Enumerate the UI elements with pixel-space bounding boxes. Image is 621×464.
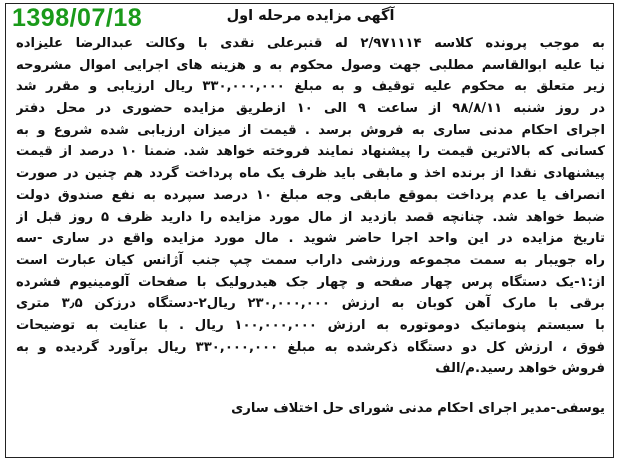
body-line: فوق ، ارزش کل دو دستگاه ذکرشده به مبلغ ۳۳۰,۰۰۰,۰۰۰ ریال برآورد گردیده و به [16,339,605,355]
body-line: با سیستم پنوماتیک دوموتوره به ارزش ۱۰۰,۰۰۰,۰۰۰ ریال . با عنایت به توضیحات [16,317,605,333]
body-line: پیشنهادی نقدا از برنده اخذ و مابقی باید ظرف یک ماه پرداخت گردد هم چنین در صورت [16,166,605,182]
body-line: انصراف یا عدم پرداخت بموقع مابقی وجه مبلغ ۱۰ درصد سپرده به نفع صندوق دولت [16,187,605,203]
signature-line: یوسفی-مدیر اجرای احکام مدنی شورای حل اختلاف ساری [231,401,605,416]
body-line: در روز شنبه ۹۸/۸/۱۱ از ساعت ۹ الی ۱۰ ازطریق مزایده حضوری در محل دفتر [16,101,605,117]
body-line: راه جویبار به سمت مجموعه ورزشی داراب سمت چپ جنب آژانس کیان عبارت است [16,252,605,268]
body-line: فروش خواهد رسید.م/الف [435,361,605,377]
body-line: نیا علیه ابوالقاسم مطلبی جهت وصول محکوم به و هزینه های اجرایی اموال مشروحه [16,57,605,73]
notice-title: آگهی مزایده مرحله اول [226,8,395,24]
body-line: برقی با مارک آهن کوبان به ارزش ۲۳۰,۰۰۰,۰۰۰ ریال۲-دستگاه درزکن ۳٫۵ متری [16,296,605,312]
body-line: زیر متعلق به محکوم علیه توقیف و به مبلغ ۳۳۰,۰۰۰,۰۰۰ ریال ارزیابی و مقرر شد [16,79,605,95]
body-line: به موجب پرونده کلاسه ۲/۹۷۱۱۱۴ له قنبرعلی نقدی با وکالت عبدالرضا علیزاده [16,36,605,51]
body-line: ضبط خواهد شد. چنانچه قصد بازدید از مال مورد مزایده را دارید ظرف ۵ روز قبل از [16,209,605,225]
body-line: کسانی که بالاترین قیمت را پیشنهاد نمایند فروخته خواهد شد. ضمنا ۱۰ درصد از قیمت [16,144,605,160]
date-stamp: 1398/07/18 [12,4,143,32]
body-line: از:۱-یک دستگاه پرس چهار صفحه و چهار جک هیدرولیک با صفحات آلومینیوم فشرده [16,274,605,290]
notice-body [16,33,605,380]
body-line: اجرای احکام مدنی ساری به فروش برسد . قیمت از میزان ارزیابی شده شروع و به [16,122,605,138]
body-line: تاریخ مزایده در این واحد اجرا حاضر شوید . مال مورد مزایده واقع در ساری -سه [16,231,605,247]
